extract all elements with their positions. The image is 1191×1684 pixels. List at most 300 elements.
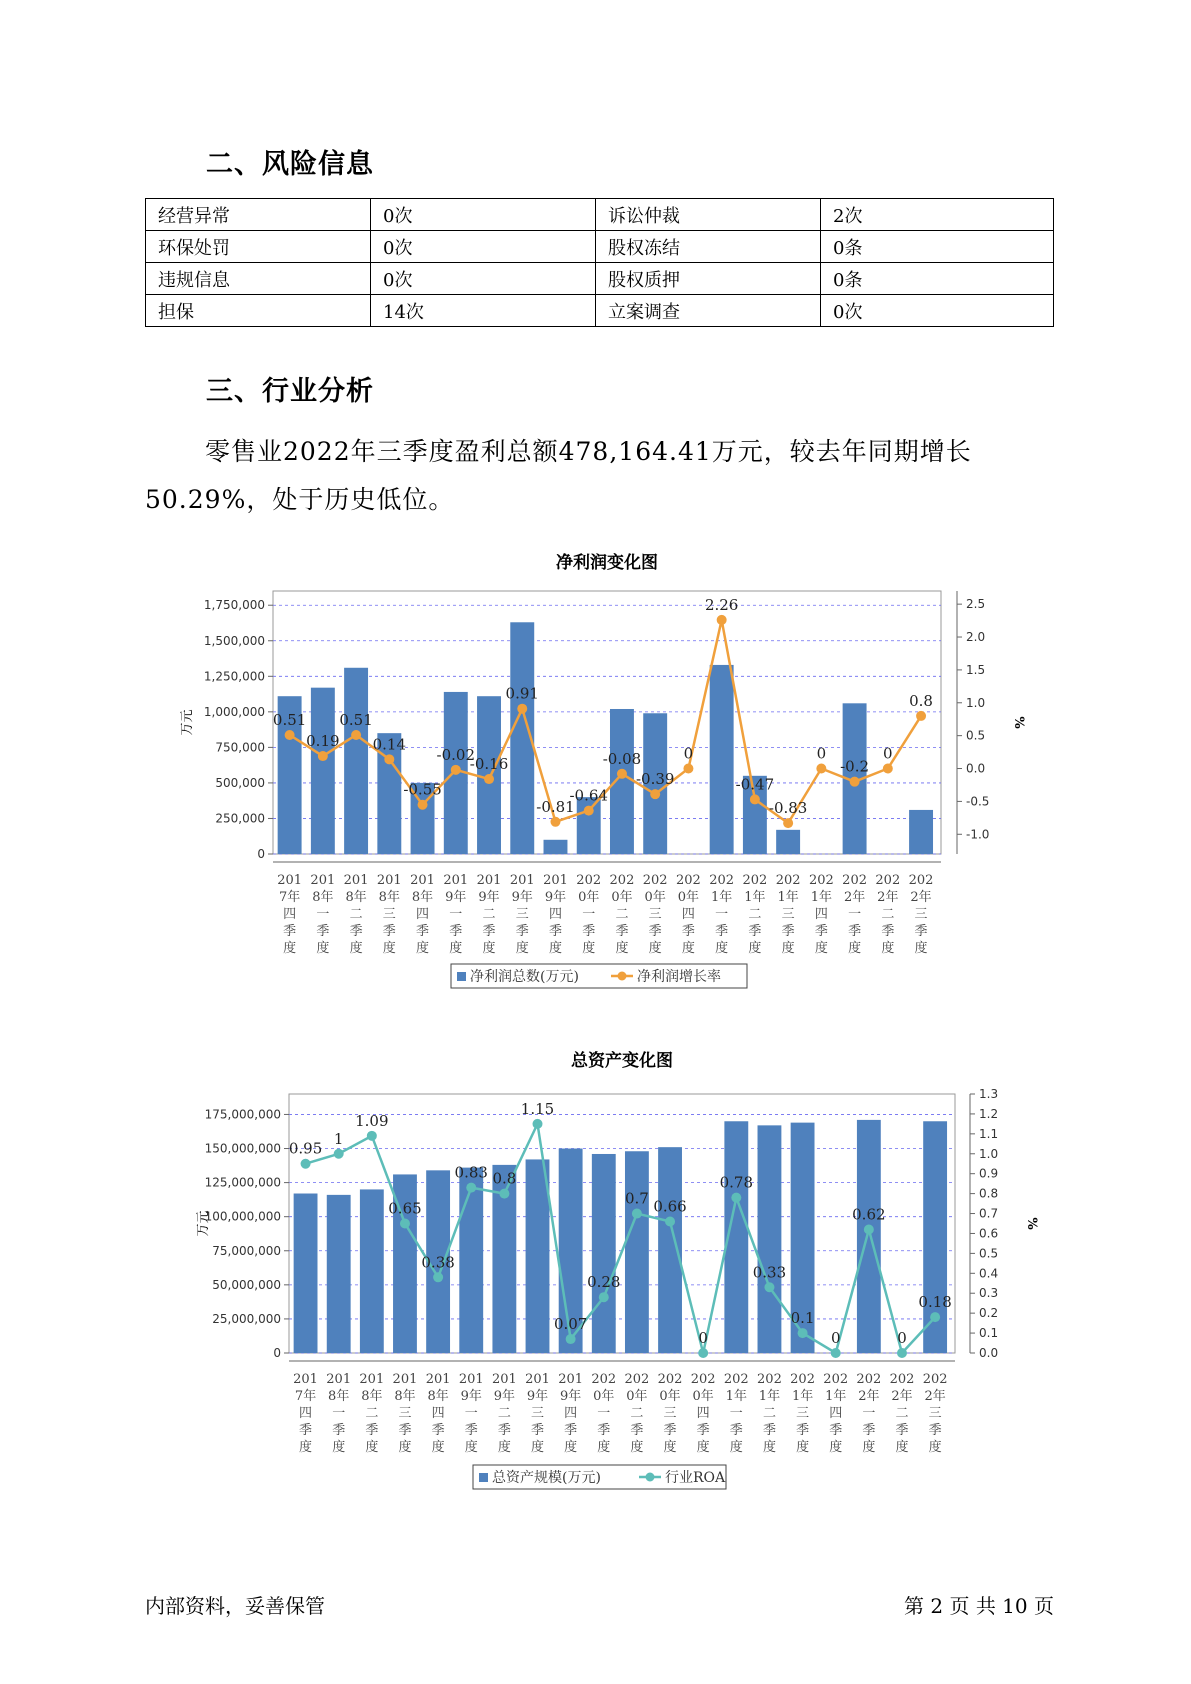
y2-tick-label: 1.2 [979,1106,999,1121]
line-point [499,1189,509,1199]
data-label: -0.47 [735,775,775,794]
x-tick-label: 度 [829,1440,843,1455]
x-tick-label: 季 [881,924,895,939]
x-tick-label: 度 [748,941,762,956]
chart-title: 净利润变化图 [556,553,658,573]
line-point [418,800,428,810]
risk-info-table [145,198,1054,327]
x-tick-label: 202 [657,1372,683,1387]
y2-axis-label: % [1024,1217,1039,1230]
x-tick-label: 1年 [744,890,766,905]
line-point [517,704,527,714]
line-point [698,1348,708,1358]
x-tick-label: 2年 [858,1389,880,1404]
bar [544,840,568,854]
line-point [665,1217,675,1227]
data-label: -0.81 [536,797,575,816]
x-tick-label: 三 [648,907,662,922]
x-tick-label: 1年 [825,1389,847,1404]
y2-tick-label: 1.1 [979,1126,999,1141]
line-point [650,789,660,799]
x-tick-label: 8年 [312,890,334,905]
risk-section-title: 二、风险信息 [206,149,374,180]
data-label: -0.55 [403,780,442,799]
x-tick-label: 季 [796,1423,810,1438]
table-cell: 0次 [371,231,596,263]
line-point [617,769,627,779]
x-tick-label: 季 [564,1423,578,1438]
line-point [484,774,494,784]
x-tick-label: 季 [332,1423,346,1438]
data-label: 0 [883,744,893,763]
x-tick-label: 202 [609,873,635,888]
table-cell: 0条 [821,263,1054,295]
line-point [916,711,926,721]
legend-label: 净利润增长率 [637,969,721,985]
x-tick-label: 度 [449,941,463,956]
data-label: -0.16 [469,755,509,774]
data-label: 0 [816,744,827,763]
x-tick-label: 度 [895,1440,909,1455]
x-tick-label: 8年 [394,1389,416,1404]
x-tick-label: 0年 [611,890,633,905]
table-cell: 立案调查 [596,295,821,327]
x-tick-label: 9年 [511,890,533,905]
x-tick-label: 1年 [711,890,733,905]
bar [344,668,368,854]
y2-tick-label: 0.6 [979,1226,999,1241]
data-label: 0.1 [790,1309,815,1328]
x-tick-label: 度 [663,1440,677,1455]
x-tick-label: 季 [548,924,562,939]
line-point [550,817,560,827]
x-tick-label: 度 [349,941,363,956]
legend-line-marker [646,1473,655,1482]
x-tick-label: 度 [416,941,430,956]
data-label: 0.19 [306,732,340,751]
line-point [798,1328,808,1338]
y2-tick-label: 0.3 [979,1286,999,1301]
data-label: 0.66 [653,1197,687,1216]
x-tick-label: 二 [349,907,363,922]
x-tick-label: 202 [624,1372,650,1387]
data-label: 1.15 [520,1099,555,1118]
x-tick-label: 度 [299,1440,313,1455]
x-tick-label: 季 [681,924,695,939]
line-point [285,730,295,740]
x-tick-label: 201 [525,1372,550,1387]
x-tick-label: 202 [642,873,668,888]
data-label: 0.78 [719,1173,754,1192]
y2-tick-label: 0.5 [966,728,986,743]
y2-tick-label: 0.4 [979,1266,999,1281]
data-label: 0.14 [372,735,407,754]
x-tick-label: 四 [829,1406,843,1421]
y2-tick-label: 0.1 [979,1326,999,1341]
line-point [301,1159,311,1169]
x-tick-label: 四 [814,907,828,922]
x-tick-label: 202 [856,1372,882,1387]
x-tick-label: 二 [881,907,895,922]
x-tick-label: 202 [908,873,934,888]
x-tick-label: 8年 [328,1389,350,1404]
table-cell: 股权质押 [596,263,821,295]
x-tick-label: 202 [790,1372,815,1387]
line-point [632,1209,642,1219]
x-tick-label: 四 [564,1406,578,1421]
x-tick-label: 二 [630,1406,644,1421]
line-point [334,1149,344,1159]
x-tick-label: 季 [814,924,828,939]
data-label: 0.91 [505,684,539,703]
legend-bar-swatch [479,1473,488,1482]
x-tick-label: 202 [875,873,901,888]
x-tick-label: 三 [663,1406,677,1421]
line-point [367,1131,377,1141]
x-tick-label: 季 [349,924,363,939]
y-tick-label: 175,000,000 [204,1107,281,1122]
x-tick-label: 1年 [791,1389,814,1404]
x-tick-label: 度 [648,941,662,956]
bar [526,1159,550,1353]
legend-label: 总资产规模(万元) [492,1470,601,1486]
total-assets-chart [0,1048,1191,1498]
x-tick-label: 201 [326,1372,352,1387]
line-point [351,730,361,740]
bar [625,1151,649,1353]
x-tick-label: 度 [630,1440,644,1455]
data-label: 0.8 [492,1169,517,1188]
x-tick-label: 度 [681,941,695,956]
x-tick-label: 0年 [677,890,700,905]
x-tick-label: 季 [597,1423,611,1438]
x-tick-label: 202 [808,873,834,888]
y-tick-label: 100,000,000 [204,1209,281,1224]
x-tick-label: 度 [332,1440,346,1455]
data-label: 0.07 [553,1315,588,1334]
x-tick-label: 季 [449,924,463,939]
x-tick-label: 度 [515,941,529,956]
table-cell: 违规信息 [146,263,371,295]
y-tick-label: 0 [273,1346,281,1360]
table-cell: 0次 [371,263,596,295]
x-tick-label: 季 [416,924,430,939]
x-tick-label: 季 [848,924,862,939]
x-tick-label: 9年 [493,1389,516,1404]
x-tick-label: 201 [359,1372,385,1387]
x-tick-label: 201 [443,873,469,888]
x-tick-label: 二 [748,907,762,922]
y-tick-label: 1,750,000 [203,598,265,613]
x-tick-label: 201 [543,873,568,888]
x-tick-label: 度 [881,941,895,956]
x-tick-label: 8年 [361,1389,383,1404]
bar [360,1189,384,1353]
x-tick-label: 0年 [644,890,666,905]
x-tick-label: 季 [748,924,762,939]
x-tick-label: 0年 [659,1389,681,1404]
x-tick-label: 二 [762,1406,776,1421]
table-cell: 经营异常 [146,199,371,231]
x-tick-label: 度 [382,941,396,956]
x-tick-label: 季 [715,924,729,939]
y2-tick-label: 1.3 [979,1087,999,1101]
x-tick-label: 一 [316,907,330,922]
x-tick-label: 季 [696,1423,710,1438]
data-label: -0.02 [436,745,476,764]
data-label: -0.64 [569,786,608,805]
y-tick-label: 50,000,000 [212,1277,281,1292]
legend-bar-swatch [457,972,466,981]
x-tick-label: 201 [343,873,369,888]
y-tick-label: 1,500,000 [203,633,265,648]
x-tick-label: 度 [848,941,862,956]
x-tick-label: 9年 [478,890,500,905]
x-tick-label: 1年 [777,890,799,905]
line-point [584,806,594,816]
x-tick-label: 2年 [891,1389,913,1404]
x-tick-label: 季 [928,1423,942,1438]
x-tick-label: 202 [709,873,735,888]
x-tick-label: 度 [597,1440,611,1455]
data-label: 0 [830,1329,841,1347]
x-tick-label: 度 [914,941,928,956]
y-axis-label: 万元 [180,709,195,736]
x-tick-label: 度 [464,1440,478,1455]
x-tick-label: 0年 [578,890,600,905]
x-tick-label: 二 [895,1406,909,1421]
x-tick-label: 202 [823,1372,849,1387]
x-tick-label: 度 [762,1440,776,1455]
table-cell: 0次 [371,199,596,231]
data-label: 0.28 [587,1273,621,1292]
x-tick-label: 季 [482,924,496,939]
bar [857,1120,881,1353]
x-tick-label: 季 [663,1423,677,1438]
x-tick-label: 9年 [544,890,567,905]
x-tick-label: 一 [848,907,862,922]
table-cell: 股权冻结 [596,231,821,263]
y-axis-label: 万元 [196,1210,211,1237]
x-tick-label: 季 [431,1423,445,1438]
footer-confidential-note: 内部资料，妥善保管 [145,1594,325,1618]
y-tick-label: 0 [257,847,265,861]
x-tick-label: 三 [914,907,928,922]
x-tick-label: 202 [742,873,768,888]
legend-line-marker [618,972,627,981]
x-tick-label: 一 [729,1406,743,1421]
x-tick-label: 度 [482,941,496,956]
data-label: 0.33 [752,1263,787,1282]
x-tick-label: 202 [723,1372,749,1387]
data-label: 0.18 [918,1293,952,1312]
industry-section-title: 三、行业分析 [206,376,374,407]
table-cell: 环保处罚 [146,231,371,263]
x-tick-label: 度 [530,1440,545,1455]
x-tick-label: 1年 [758,1389,781,1404]
x-tick-label: 季 [729,1423,743,1438]
x-tick-label: 四 [548,907,562,922]
line-point [897,1348,907,1358]
data-label: 0.8 [909,691,933,710]
x-tick-label: 8年 [411,890,434,905]
x-tick-label: 1年 [810,890,832,905]
data-label: 0 [683,744,694,763]
line-point [683,764,693,774]
y2-tick-label: 0.5 [979,1246,999,1261]
line-point [599,1292,609,1302]
x-tick-label: 四 [283,907,297,922]
bar [776,830,800,854]
x-tick-label: 季 [382,924,396,939]
y2-tick-label: 1.0 [966,695,986,710]
y2-tick-label: -0.5 [966,794,990,809]
line-point [764,1282,774,1292]
table-cell: 2次 [821,199,1054,231]
x-tick-label: 202 [889,1372,915,1387]
x-tick-label: 度 [564,1440,578,1455]
bar [294,1194,318,1353]
data-label: 0.65 [388,1199,422,1218]
x-tick-label: 三 [382,907,396,922]
x-tick-label: 季 [615,924,629,939]
plot-area [273,591,941,854]
x-tick-label: 度 [316,941,330,956]
line-point [783,818,793,828]
x-tick-label: 度 [796,1440,810,1455]
line-point [864,1224,874,1234]
x-tick-label: 季 [283,924,297,939]
x-tick-label: 三 [796,1406,810,1421]
x-tick-label: 度 [928,1440,942,1455]
line-point [831,1348,841,1358]
x-tick-label: 202 [676,873,701,888]
y-tick-label: 125,000,000 [204,1175,281,1190]
x-tick-label: 度 [548,941,562,956]
y2-tick-label: 0.9 [979,1166,999,1181]
line-point [318,751,328,761]
x-tick-label: 季 [762,1423,776,1438]
line-point [883,764,893,774]
page-number: 第 2 页 共 10 页 [904,1594,1054,1618]
x-tick-label: 三 [515,907,529,922]
legend-label: 行业ROA [665,1470,726,1486]
x-tick-label: 7年 [294,1389,317,1404]
y-tick-label: 1,000,000 [203,704,265,719]
data-label: 0.51 [272,710,307,729]
x-tick-label: 度 [582,941,596,956]
x-tick-label: 2年 [877,890,899,905]
x-tick-label: 0年 [626,1389,648,1404]
data-label: 0 [897,1329,907,1347]
x-tick-label: 8年 [427,1389,449,1404]
bar [592,1154,616,1353]
x-tick-label: 二 [365,1406,379,1421]
table-row [146,199,1054,231]
line-point [400,1219,410,1229]
y2-tick-label: 1.5 [966,662,986,677]
line-point [533,1119,543,1129]
x-tick-label: 季 [464,1423,478,1438]
data-label: 0.83 [454,1163,488,1182]
x-tick-label: 201 [392,1372,418,1387]
data-label: -0.08 [602,749,642,768]
table-row [146,231,1054,263]
x-tick-label: 201 [491,1372,517,1387]
x-tick-label: 8年 [378,890,400,905]
x-tick-label: 一 [464,1406,478,1421]
x-tick-label: 202 [842,873,868,888]
y-tick-label: 250,000 [215,811,265,826]
x-tick-label: 季 [299,1423,313,1438]
legend-label: 净利润总数(万元) [470,969,579,985]
x-tick-label: 度 [814,941,828,956]
data-label: 0.38 [421,1253,455,1272]
y2-tick-label: 1.0 [979,1146,999,1161]
x-tick-label: 一 [582,907,596,922]
bar [710,665,734,854]
y2-tick-label: 0.0 [966,761,986,776]
y2-tick-label: 2.5 [966,597,986,612]
data-label: 0 [698,1329,708,1347]
x-tick-label: 201 [458,1372,484,1387]
line-point [930,1312,940,1322]
x-tick-label: 四 [299,1406,313,1421]
y2-tick-label: -1.0 [966,827,990,842]
y-tick-label: 150,000,000 [204,1141,281,1156]
x-tick-label: 202 [775,873,801,888]
data-label: 0.7 [624,1189,649,1208]
chart-title: 总资产变化图 [571,1051,673,1071]
x-tick-label: 三 [928,1406,942,1421]
x-tick-label: 201 [425,1372,451,1387]
x-tick-label: 度 [365,1440,379,1455]
x-tick-label: 四 [696,1406,710,1421]
y-tick-label: 500,000 [215,775,265,790]
x-tick-label: 季 [515,924,529,939]
x-tick-label: 度 [715,941,729,956]
x-tick-label: 9年 [560,1389,582,1404]
data-label: 2.26 [704,595,739,614]
line-point [466,1183,476,1193]
x-tick-label: 季 [862,1423,876,1438]
x-tick-label: 度 [283,941,297,956]
bar [459,1168,483,1353]
x-tick-label: 一 [597,1406,611,1421]
bar [758,1125,782,1353]
x-tick-label: 9年 [460,1389,482,1404]
y2-tick-label: 0.7 [979,1206,999,1221]
y2-tick-label: 0.2 [979,1306,999,1321]
x-tick-label: 二 [482,907,496,922]
x-tick-label: 7年 [278,890,301,905]
x-tick-label: 201 [558,1372,584,1387]
data-label: -0.2 [840,757,870,776]
x-tick-label: 一 [862,1406,876,1421]
y2-tick-label: 0.8 [979,1186,999,1201]
y-tick-label: 25,000,000 [212,1311,281,1326]
table-cell: 14次 [371,295,596,327]
bar [311,688,335,854]
x-tick-label: 度 [431,1440,445,1455]
x-tick-label: 201 [293,1372,318,1387]
y2-tick-label: 0.0 [979,1346,999,1360]
x-tick-label: 201 [476,873,502,888]
x-tick-label: 度 [497,1440,511,1455]
x-tick-label: 度 [781,941,795,956]
x-tick-label: 202 [690,1372,716,1387]
x-tick-label: 季 [398,1423,412,1438]
